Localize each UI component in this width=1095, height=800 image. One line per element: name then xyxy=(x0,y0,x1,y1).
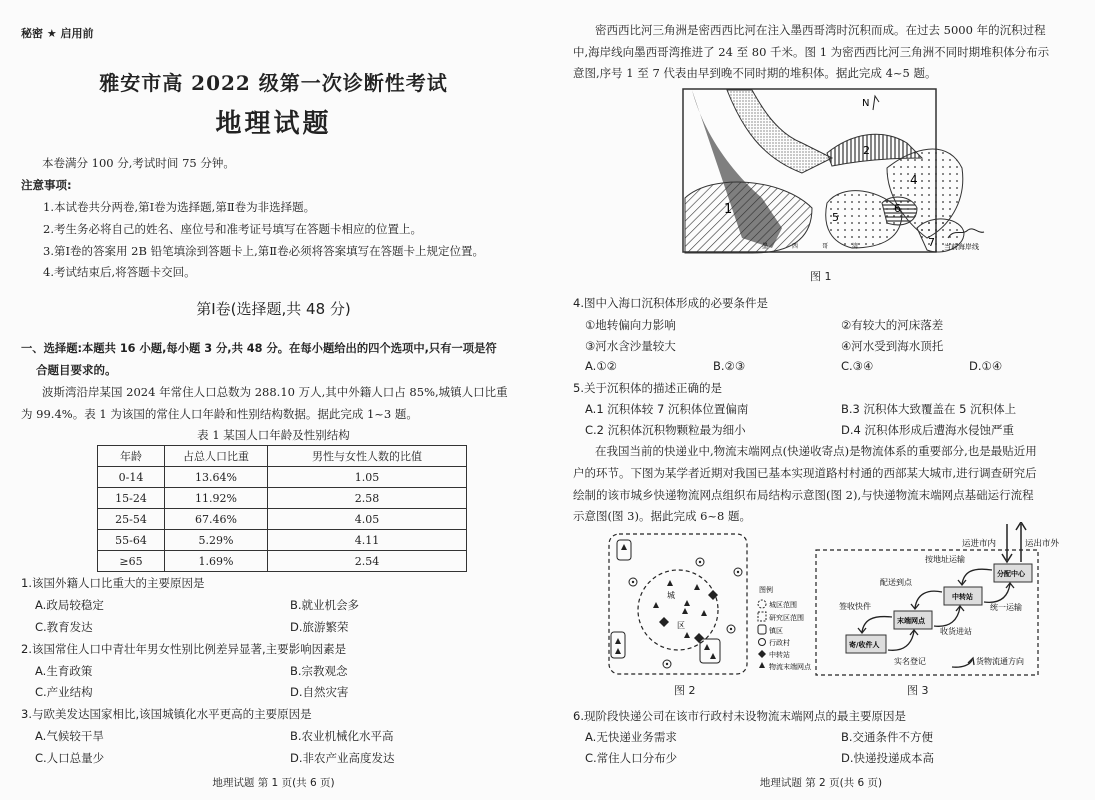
table-cell: 25-54 xyxy=(98,509,165,530)
edge-label: 统一运输 xyxy=(990,603,1022,612)
option-d[interactable]: D.非农产业高度发达 xyxy=(290,751,395,765)
question-stem: 1.该国外籍人口比重大的主要原因是 xyxy=(21,576,205,590)
option-c[interactable]: C.常住人口分布少 xyxy=(585,751,678,765)
sea-label: 西 xyxy=(792,243,799,250)
table-cell: 13.64% xyxy=(165,467,268,488)
city-label: 区 xyxy=(677,621,685,630)
passage-text: 意图,序号 1 至 7 代表由早到晚不同时期的堆积体。据此完成 4~5 题。 xyxy=(573,66,937,80)
figure-2-diagram xyxy=(607,532,822,680)
option-c[interactable]: C.产业结构 xyxy=(35,685,93,699)
node-label: 中转站 xyxy=(952,593,973,601)
passage-text: 在我国当前的快递业中,物流末端网点(快递收寄点)是物流体系的重要部分,也是最贴近用 xyxy=(595,444,1037,458)
part-heading: 一、选择题:本题共 16 小题,每小题 3 分,共 48 分。在每小题给出的四个选项中,只有一项是符 xyxy=(21,342,497,355)
legend-item: 城区范围 xyxy=(769,601,797,609)
table-cell: 11.92% xyxy=(165,488,268,509)
legend-village-icon xyxy=(759,639,766,646)
legend-city-icon xyxy=(758,600,766,608)
node-label: 寄/收件人 xyxy=(849,641,880,649)
table-cell: 4.11 xyxy=(268,530,467,551)
option-d[interactable]: D.①④ xyxy=(969,359,1003,373)
legend-item: 物流末端网点 xyxy=(769,663,811,671)
figure-3-flowchart xyxy=(812,522,1092,684)
passage-text: 绘制的该市城乡快递物流网点组织布局结构示意图(图 2),与快递物流末端网点基础运行流程 xyxy=(573,488,1034,502)
legend-town-icon xyxy=(758,625,766,634)
exam-title: 雅安市高 2022 级第一次诊断性考试 xyxy=(99,71,448,95)
table-cell: 0-14 xyxy=(98,467,165,488)
table-header: 年龄 xyxy=(98,446,165,467)
table-cell: ≥65 xyxy=(98,551,165,572)
option-d[interactable]: D.快递投递成本高 xyxy=(841,751,935,765)
option-a[interactable]: A.气候较干旱 xyxy=(35,729,104,743)
option-d[interactable]: D.自然灾害 xyxy=(290,685,349,699)
table-cell: 67.46% xyxy=(165,509,268,530)
passage-text: 波斯湾沿岸某国 2024 年常住人口总数为 288.10 万人,其中外籍人口占 85%,城镇人口比重 xyxy=(42,385,508,399)
figure-1-caption: 图 1 xyxy=(810,270,832,283)
question-stem: 6.现阶段快递公司在该市行政村未设物流末端网点的最主要原因是 xyxy=(573,709,906,723)
question-stem: 3.与欧美发达国家相比,该国城镇化水平更高的主要原因是 xyxy=(21,707,312,721)
option-d[interactable]: D.旅游繁荣 xyxy=(290,620,349,634)
label-1: 1 xyxy=(724,202,733,217)
label-6: 6 xyxy=(894,202,901,215)
passage-text: 示意图(图 3)。据此完成 6~8 题。 xyxy=(573,509,752,523)
in-label: 运进市内 xyxy=(962,539,997,549)
table-cell: 55-64 xyxy=(98,530,165,551)
label-5: 5 xyxy=(832,211,839,224)
option-c[interactable]: C.人口总量少 xyxy=(35,751,105,765)
passage-text: 中,海岸线向墨西哥湾推进了 24 至 80 千米。图 1 为密西西比河三角洲不同时期堆积体分布示 xyxy=(573,45,1050,59)
coastline-label: 当前海岸线 xyxy=(944,243,979,251)
part-heading-cont: 合题目要求的。 xyxy=(36,363,117,377)
node-label: 分配中心 xyxy=(997,570,1025,578)
table-cell: 1.69% xyxy=(165,551,268,572)
option-a[interactable]: A.①② xyxy=(585,359,617,373)
city-label: 城 xyxy=(667,591,675,600)
passage-text: 为 99.4%。表 1 为该国的常住人口年龄和性别结构数据。据此完成 1~3 题。 xyxy=(21,407,418,421)
statement-item: ②有较大的河床落差 xyxy=(841,318,944,332)
delta-map xyxy=(682,88,1007,263)
question-stem: 5.关于沉积体的描述正确的是 xyxy=(573,381,722,395)
page-2 xyxy=(547,0,1095,800)
table-cell: 1.05 xyxy=(268,467,467,488)
table-caption: 表 1 某国人口年龄及性别结构 xyxy=(197,428,350,442)
intro-text: 本卷满分 100 分,考试时间 75 分钟。 xyxy=(42,156,235,170)
table-cell: 4.05 xyxy=(268,509,467,530)
question-stem: 4.图中入海口沉积体形成的必要条件是 xyxy=(573,296,768,310)
legend-transfer-icon xyxy=(758,650,766,658)
statement-item: ③河水含沙量较大 xyxy=(585,339,676,353)
label-2: 2 xyxy=(863,144,870,157)
edge-label: 按地址运输 xyxy=(925,555,965,564)
passage-text: 密西西比河三角洲是密西西比河在注入墨西哥湾时沉积而成。在过去 5000 年的沉积过程 xyxy=(595,23,1046,37)
flow-legend-label: 货物流通方向 xyxy=(976,657,1024,666)
option-b[interactable]: B.就业机会多 xyxy=(290,598,360,612)
legend-item: 镇区 xyxy=(769,627,783,635)
option-b[interactable]: B.②③ xyxy=(713,359,746,373)
figure-3-caption: 图 3 xyxy=(907,684,929,697)
table-row xyxy=(98,488,467,509)
edge-label: 配送到点 xyxy=(880,578,912,587)
question-stem: 2.该国常住人口中青壮年男女性别比例差异显著,主要影响因素是 xyxy=(21,642,347,656)
label-7: 7 xyxy=(928,236,935,249)
legend-item: 行政村 xyxy=(769,639,790,647)
legend-terminal-icon xyxy=(759,662,765,668)
node-label: 末端网点 xyxy=(897,617,925,625)
option-a[interactable]: A.1 沉积体较 7 沉积体位置偏南 xyxy=(585,402,749,416)
section-title: 第Ⅰ卷(选择题,共 48 分) xyxy=(196,300,351,318)
table-header: 占总人口比重 xyxy=(165,446,268,467)
sea-label: 墨 xyxy=(762,243,769,250)
label-4: 4 xyxy=(910,173,918,187)
option-b[interactable]: B.农业机械化水平高 xyxy=(290,729,394,743)
secret-label: 秘密 ★ 启用前 xyxy=(21,27,94,40)
notice-item: 3.第Ⅰ卷的答案用 2B 铅笔填涂到答题卡上,第Ⅱ卷必须将答案填写在答题卡上规定位置。 xyxy=(43,244,485,258)
statement-item: ④河水受到海水顶托 xyxy=(841,339,944,353)
passage-text: 户的环节。下图为某学者近期对我国已基本实现道路村村通的西部某大城市,进行调查研究后 xyxy=(573,466,1037,480)
figure-2-caption: 图 2 xyxy=(674,684,696,697)
option-c[interactable]: C.2 沉积体沉积物颗粒最为细小 xyxy=(585,423,746,437)
town-box xyxy=(700,639,720,663)
table-cell: 15-24 xyxy=(98,488,165,509)
option-a[interactable]: A.生育政策 xyxy=(35,664,93,678)
table-cell: 2.54 xyxy=(268,551,467,572)
notice-item: 4.考试结束后,将答题卡交回。 xyxy=(43,265,196,279)
table-header-row xyxy=(98,446,467,467)
option-c[interactable]: C.教育发达 xyxy=(35,620,93,634)
edge-label: 收货进站 xyxy=(940,627,972,636)
edge-label: 签收快件 xyxy=(839,602,871,611)
study-area-boundary xyxy=(609,534,747,674)
subject-title: 地理试题 xyxy=(215,109,332,139)
notice-item: 1.本试卷共分两卷,第Ⅰ卷为选择题,第Ⅱ卷为非选择题。 xyxy=(43,200,316,214)
notice-item: 2.考生务必将自己的姓名、座位号和准考证号填写在答题卡相应的位置上。 xyxy=(43,222,422,236)
option-a[interactable]: A.无快递业务需求 xyxy=(585,730,677,744)
table-row xyxy=(98,530,467,551)
option-a[interactable]: A.政局较稳定 xyxy=(35,598,104,612)
population-table xyxy=(97,445,467,572)
legend-item: 研究区范围 xyxy=(769,614,804,622)
north-label: N xyxy=(862,98,870,109)
legend-title: 图例 xyxy=(759,586,773,594)
sea-label: 哥 xyxy=(822,243,829,250)
notice-heading: 注意事项: xyxy=(21,178,72,192)
table-cell: 2.58 xyxy=(268,488,467,509)
option-b[interactable]: B.3 沉积体大致覆盖在 5 沉积体上 xyxy=(841,402,1017,416)
city-area-boundary xyxy=(638,570,718,650)
table-header: 男性与女性人数的比值 xyxy=(268,446,467,467)
option-c[interactable]: C.③④ xyxy=(841,359,874,373)
legend-item: 中转站 xyxy=(769,651,790,659)
option-d[interactable]: D.4 沉积体形成后遭海水侵蚀严重 xyxy=(841,423,1014,437)
sea-label: 湾 xyxy=(852,243,859,250)
table-row xyxy=(98,467,467,488)
option-b[interactable]: B.宗教观念 xyxy=(290,664,348,678)
out-label: 运出市外 xyxy=(1025,539,1060,549)
town-box xyxy=(611,632,625,658)
edge-label: 实名登记 xyxy=(894,657,926,666)
page-1 xyxy=(0,0,547,800)
page-footer: 地理试题 第 2 页(共 6 页) xyxy=(759,777,883,789)
legend-study-icon xyxy=(758,612,766,621)
table-cell: 5.29% xyxy=(165,530,268,551)
table-row xyxy=(98,551,467,572)
table-row xyxy=(98,509,467,530)
statement-item: ①地转偏向力影响 xyxy=(585,318,676,332)
option-b[interactable]: B.交通条件不方便 xyxy=(841,730,934,744)
page-footer: 地理试题 第 1 页(共 6 页) xyxy=(212,777,335,789)
